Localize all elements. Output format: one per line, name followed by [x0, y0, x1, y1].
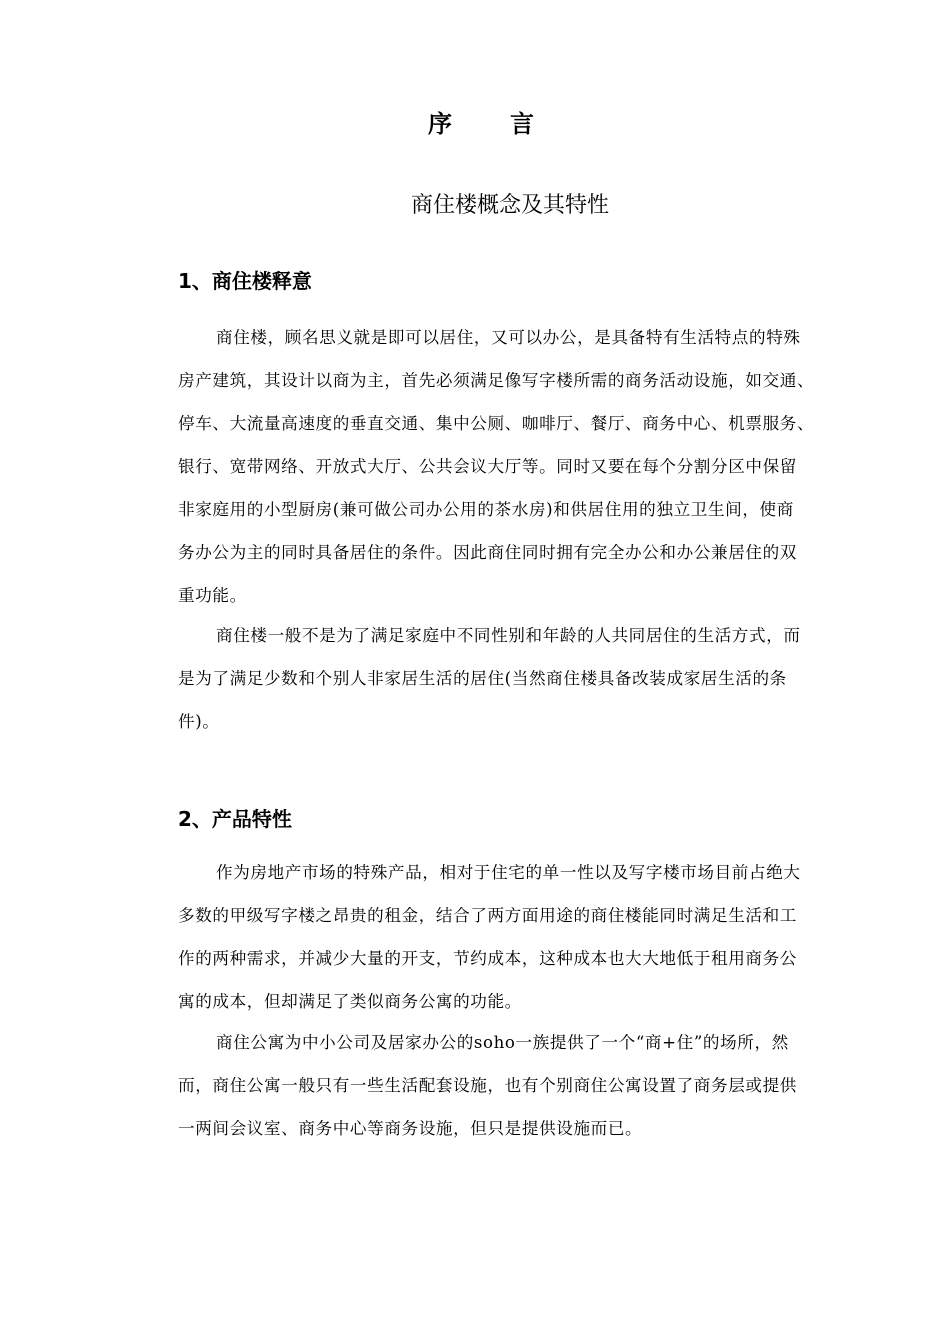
paragraph-line: 商住楼一般不是为了满足家庭中不同性别和年龄的人共同居住的生活方式，而 [216, 626, 801, 645]
paragraph-line: 而，商住公寓一般只有一些生活配套设施，也有个别商住公寓设置了商务层或提供 [178, 1076, 797, 1095]
section-1-paragraph-1 [178, 316, 878, 617]
paragraph-line: 作的两种需求，并减少大量的开支，节约成本，这种成本也大大地低于租用商务公 [178, 949, 797, 968]
paragraph-line: 非家庭用的小型厨房(兼可做公司办公用的茶水房)和供居住用的独立卫生间，使商 [178, 500, 794, 519]
paragraph-line: 件)。 [178, 712, 220, 731]
document-subtitle: 商住楼概念及其特性 [410, 193, 609, 218]
paragraph-line: 商住公寓为中小公司及居家办公的soho一族提供了一个“商+住”的场所，然 [216, 1033, 789, 1052]
paragraph-line: 寓的成本，但却满足了类似商务公寓的功能。 [178, 992, 522, 1011]
paragraph-line: 一两间会议室、商务中心等商务设施，但只是提供设施而已。 [178, 1119, 643, 1138]
section-2-paragraph-1 [178, 851, 878, 1023]
paragraph-line: 房产建筑，其设计以商为主，首先必须满足像写字楼所需的商务活动设施，如交通、 [178, 371, 815, 390]
paragraph-line: 务办公为主的同时具备居住的条件。因此商住同时拥有完全办公和办公兼居住的双 [178, 543, 797, 562]
paragraph-line: 银行、宽带网络、开放式大厅、公共会议大厅等。同时又要在每个分割分区中保留 [178, 457, 797, 476]
paragraph-line: 多数的甲级写字楼之昂贵的租金，结合了两方面用途的商住楼能同时满足生活和工 [178, 906, 797, 925]
section-2-paragraph-2 [178, 1021, 878, 1150]
section-1-paragraph-2 [178, 614, 878, 743]
paragraph-line: 商住楼，顾名思义就是即可以居住，又可以办公，是具备特有生活特点的特殊 [216, 328, 801, 347]
paragraph-line: 重功能。 [178, 586, 247, 605]
paragraph-line: 停车、大流量高速度的垂直交通、集中公厕、咖啡厅、餐厅、商务中心、机票服务、 [178, 414, 815, 433]
paragraph-line: 作为房地产市场的特殊产品，相对于住宅的单一性以及写字楼市场目前占绝大 [216, 863, 801, 882]
section-heading-2: 2、产品特性 [178, 807, 292, 831]
document-title: 序言 [428, 109, 592, 138]
paragraph-line: 是为了满足少数和个别人非家居生活的居住(当然商住楼具备改装成家居生活的条 [178, 669, 787, 688]
section-heading-1: 1、商住楼释意 [178, 269, 312, 293]
